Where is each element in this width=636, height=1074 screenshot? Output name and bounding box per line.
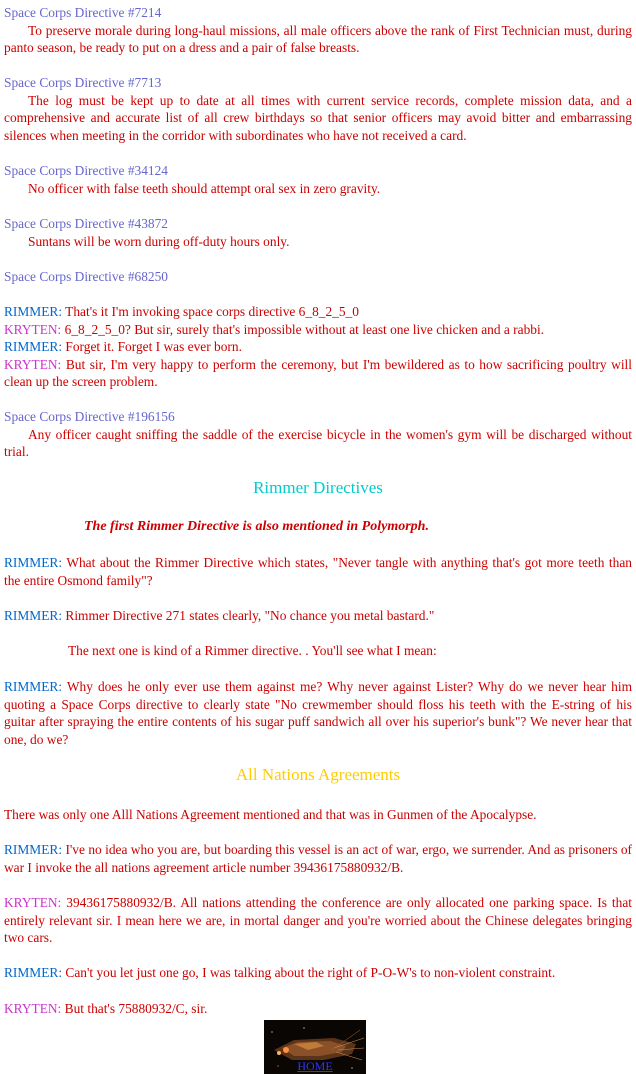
dialogue-line bbox=[4, 356, 632, 391]
speaker-kryten: KRYTEN: bbox=[4, 356, 62, 372]
directive-heading: Space Corps Directive #68250 bbox=[4, 269, 168, 284]
nations-line-2 bbox=[4, 894, 632, 947]
directive-7713 bbox=[4, 74, 632, 144]
speaker-rimmer: RIMMER: bbox=[4, 842, 63, 857]
directive-text: The log must be kept up to date at all times with current service records, complete mission data, and a comprehensive and accurate list of all crew birthdays so that senior officers may avoid bitter and embarrassing silences when meeting in the corridor with subordinates who have not received a card. bbox=[4, 92, 632, 143]
speaker-rimmer: RIMMER: bbox=[4, 608, 63, 623]
dialogue-line bbox=[4, 338, 632, 356]
speaker-rimmer: RIMMER: bbox=[4, 304, 63, 319]
speaker-rimmer: RIMMER: bbox=[4, 339, 63, 355]
line-text: 6_8_2_5_0? But sir, surely that's impossible without at least one live chicken and a rabbi. bbox=[64, 321, 545, 337]
nations-line-1 bbox=[4, 841, 632, 876]
speaker-kryten: KRYTEN: bbox=[4, 895, 62, 910]
dialogue-68250 bbox=[4, 303, 632, 391]
directive-text: Any officer caught sniffing the saddle of the exercise bicycle in the women's gym will be discharged without trial. bbox=[4, 426, 632, 460]
rimmer-quote-2 bbox=[4, 607, 632, 625]
directive-196156 bbox=[4, 408, 632, 461]
speaker-rimmer: RIMMER: bbox=[4, 555, 63, 570]
line-text: That's it I'm invoking space corps directive 6_8_2_5_0 bbox=[65, 304, 359, 319]
rimmer-quote-1 bbox=[4, 554, 632, 589]
directive-heading: Space Corps Directive #196156 bbox=[4, 409, 175, 424]
section-title-nations: All Nations Agreements bbox=[235, 765, 401, 784]
line-text: 39436175880932/B. All nations attending the conference are only allocated one parking space. Is that entirely relevant sir. I mean here we are, in mortal danger and you're worried about the Chinese delegates bringing two cars. bbox=[4, 895, 632, 946]
nations-line-4 bbox=[4, 1000, 632, 1018]
directive-heading: Space Corps Directive #7713 bbox=[4, 75, 162, 90]
line-text: Rimmer Directive 271 states clearly, "No chance you metal bastard." bbox=[65, 608, 435, 623]
speaker-rimmer: RIMMER: bbox=[4, 679, 63, 694]
directive-heading: Space Corps Directive #34124 bbox=[4, 163, 168, 178]
nations-intro bbox=[4, 806, 632, 824]
directive-43872 bbox=[4, 215, 632, 250]
directive-68250 bbox=[4, 268, 632, 286]
directive-text: To preserve morale during long-haul missions, all male officers above the rank of First Technician must, during panto season, be ready to put on a dress and a pair of false breasts. bbox=[4, 22, 632, 56]
directive-7214 bbox=[4, 4, 632, 57]
home-link[interactable]: HOME bbox=[297, 1059, 333, 1073]
line-text: But that's 75880932/C, sir. bbox=[64, 1001, 208, 1016]
directive-heading: Space Corps Directive #43872 bbox=[4, 216, 168, 231]
line-text: Why does he only ever use them against me? Why never against Lister? Why do we never hear him quoting a Space Corps directive to clearly state "No crewmember should floss his teeth with the E-string of his guitar after spraying the entire contents of his sugar puff sandwich all over his superior's bunk"? We never hear that one, do we? bbox=[4, 679, 632, 747]
line-text: Can't you let just one go, I was talking about the right of P-O-W's to non-violent constraint. bbox=[65, 965, 556, 980]
nations-line-3 bbox=[4, 964, 632, 982]
speaker-rimmer: RIMMER: bbox=[4, 965, 63, 980]
dialogue-line bbox=[4, 303, 632, 321]
line-text: But sir, I'm very happy to perform the ceremony, but I'm bewildered as to how sacrificing poultry will clean up the screen problem. bbox=[4, 356, 632, 390]
rimmer-note: The first Rimmer Directive is also mentioned in Polymorph. bbox=[84, 519, 429, 534]
directive-heading: Space Corps Directive #7214 bbox=[4, 5, 162, 20]
rimmer-quote-3 bbox=[4, 678, 632, 748]
intro-text: There was only one Alll Nations Agreement mentioned and that was in Gunmen of the Apocalypse. bbox=[4, 807, 537, 822]
directive-text: Suntans will be worn during off-duty hours only. bbox=[28, 233, 290, 249]
rimmer-aside: The next one is kind of a Rimmer directive. . You'll see what I mean: bbox=[68, 643, 437, 658]
directive-34124 bbox=[4, 162, 632, 197]
line-text: Forget it. Forget I was ever born. bbox=[65, 339, 242, 355]
directive-text: No officer with false teeth should attempt oral sex in zero gravity. bbox=[28, 180, 381, 196]
home-button[interactable] bbox=[264, 1020, 366, 1074]
line-text: I've no idea who you are, but boarding this vessel is an act of war, ergo, we surrender. And as prisoners of war I invoke the all nations agreement article number 39436175880932/B. bbox=[4, 842, 632, 875]
dialogue-line bbox=[4, 321, 632, 339]
line-text: What about the Rimmer Directive which states, "Never tangle with anything that's got more teeth than the entire Osmond family"? bbox=[4, 555, 632, 588]
speaker-kryten: KRYTEN: bbox=[4, 321, 62, 337]
section-title-rimmer: Rimmer Directives bbox=[253, 478, 383, 497]
speaker-kryten: KRYTEN: bbox=[4, 1001, 62, 1016]
